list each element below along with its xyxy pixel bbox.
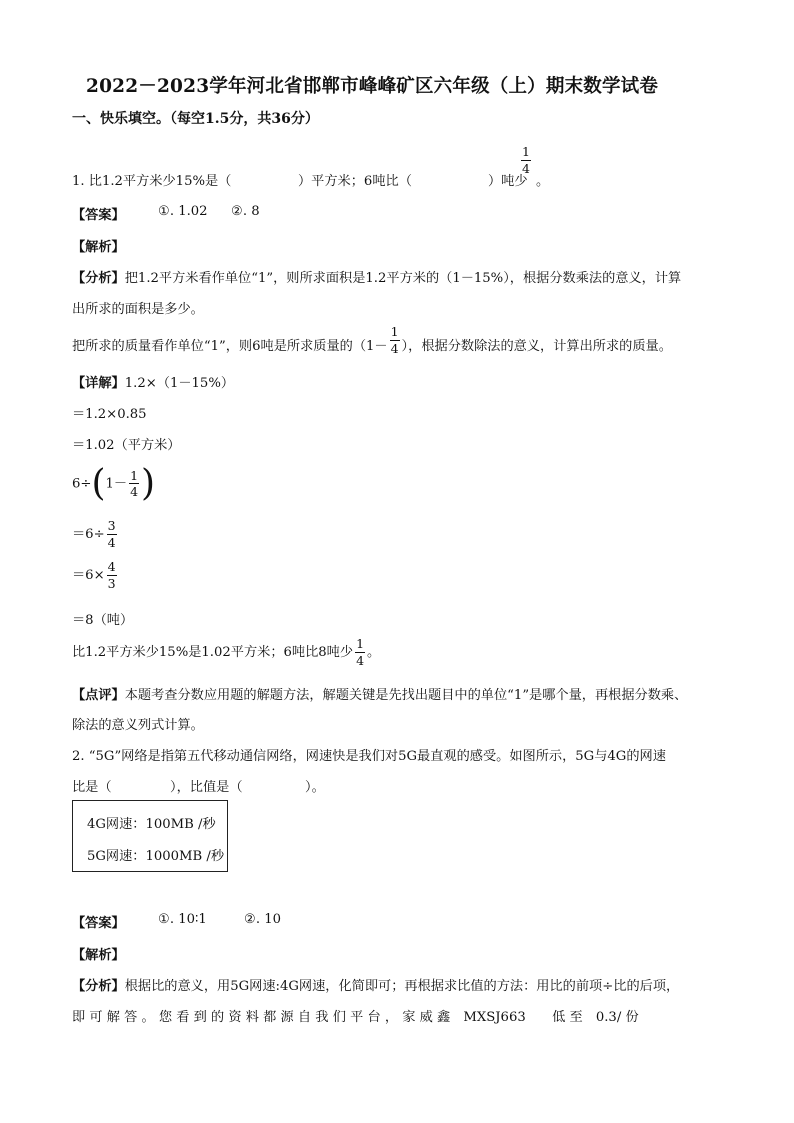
q2-fenxi-line2: 即 可 解 答 。 您 看 到 的 资 料 都 源 自 我 们 平 台 ， 家 威 鑫 MXSJ663 低 至 0.3/ 份	[72, 1010, 639, 1025]
fenxi-frac-num: 1	[390, 324, 399, 339]
answer-label: 【答案】	[72, 208, 125, 223]
step7: ＝8（吨）	[72, 613, 134, 628]
fenxi-text3a: 把所求的质量看作单位“1”，则6吨是所求质量的（1－	[72, 339, 388, 354]
speed-box	[72, 800, 228, 872]
fenxi-text: 把1.2平方米看作单位“1”，则所求面积是1.2平方米的（1－15%），根据分数乘法的意义，计算	[124, 271, 682, 286]
q2-text-d: ）。	[305, 780, 325, 795]
answer-label-2: 【答案】	[72, 916, 125, 931]
q2-answer-label	[72, 912, 125, 931]
q2-text-b: 比是（	[72, 780, 112, 795]
dianping-label: 【点评】	[72, 688, 125, 703]
concl-end: 。	[367, 645, 381, 660]
fenxi-label-2: 【分析】	[72, 979, 125, 994]
step6-den: 3	[107, 575, 116, 591]
concl-num: 1	[356, 636, 365, 651]
box-line-4g: 4G网速：100MB /秒	[87, 817, 216, 832]
step2: ＝1.2×0.85	[72, 407, 147, 422]
step4b: 1－	[105, 476, 128, 492]
concl-den: 4	[356, 652, 365, 668]
q2-text-a: 2. “5G”网络是指第五代移动通信网络，网速快是我们对5G最直观的感受。如图所示，5G与4G的网速	[72, 749, 666, 764]
q1-dianping-line1	[72, 684, 687, 703]
q1-text-c: ）吨少	[488, 174, 528, 189]
q1-text-b: ）平方米；6吨比（	[298, 174, 412, 189]
page-title: 2022－2023学年河北省邯郸市峰峰矿区六年级（上）期末数学试卷	[86, 76, 659, 97]
fenxi-frac-den: 4	[390, 340, 399, 356]
q1-detail-line1	[72, 372, 234, 391]
q2-fenxi-line1	[72, 975, 679, 994]
step4	[72, 463, 156, 504]
q2-text-c: ），比值是（	[170, 780, 243, 795]
xiangjie-label: 【详解】	[72, 376, 125, 391]
q2-answer-1: ①. 10∶1	[158, 912, 207, 927]
step4-den: 4	[130, 484, 139, 499]
concl-text: 比1.2平方米少15%是1.02平方米；6吨比8吨少	[72, 645, 354, 660]
q2-answer-2: ②. 10	[244, 912, 281, 927]
q1-fenxi-line3	[72, 324, 672, 356]
fenxi-text3b: ），根据分数除法的意义，计算出所求的质量。	[401, 339, 672, 354]
q1-answer-label	[72, 204, 125, 223]
q1-dianping-line2: 除法的意义列式计算。	[72, 718, 204, 733]
step6a: ＝6×	[72, 568, 105, 583]
step6-num: 4	[107, 559, 116, 574]
q1-conclusion	[72, 638, 380, 667]
q1-analysis-label: 【解析】	[72, 240, 125, 255]
q1-fraction	[519, 146, 533, 175]
right-paren: )	[141, 463, 156, 504]
left-paren: (	[91, 463, 106, 504]
q1-text-end: 。	[536, 174, 550, 189]
q1-text-a: 1. 比1.2平方米少15%是（	[72, 174, 232, 189]
step4a: 6÷	[72, 476, 92, 492]
step5a: ＝6÷	[72, 527, 105, 542]
q1-fraction-den: 4	[522, 160, 530, 176]
step4-num: 1	[130, 467, 139, 483]
section-heading: 一、快乐填空。（每空1.5分，共36分）	[72, 111, 319, 127]
step5	[72, 520, 119, 549]
fenxi-text-2: 根据比的意义，用5G网速:4G网速，化简即可；再根据求比值的方法：用比的前项÷比的后项，	[124, 979, 680, 994]
step1: 1.2×（1－15%）	[124, 376, 235, 391]
step5-den: 4	[107, 534, 116, 550]
q1-answer-2: ②. 8	[231, 204, 260, 219]
box-line-5g: 5G网速：1000MB /秒	[87, 849, 225, 864]
dianping-text: 本题考查分数应用题的解题方法，解题关键是先找出题目中的单位“1”是哪个量，再根据分数乘、	[124, 688, 688, 703]
q1-fraction-num: 1	[522, 144, 530, 159]
step6	[72, 561, 119, 590]
q1-fenxi-line1	[72, 267, 681, 286]
fenxi-label: 【分析】	[72, 271, 125, 286]
step5-num: 3	[107, 518, 116, 533]
step3: ＝1.02（平方米）	[72, 438, 181, 453]
q2-analysis-label: 【解析】	[72, 948, 125, 963]
q1-answer-1: ①. 1.02	[158, 204, 208, 219]
q1-fenxi-line2: 出所求的面积是多少。	[72, 302, 204, 317]
